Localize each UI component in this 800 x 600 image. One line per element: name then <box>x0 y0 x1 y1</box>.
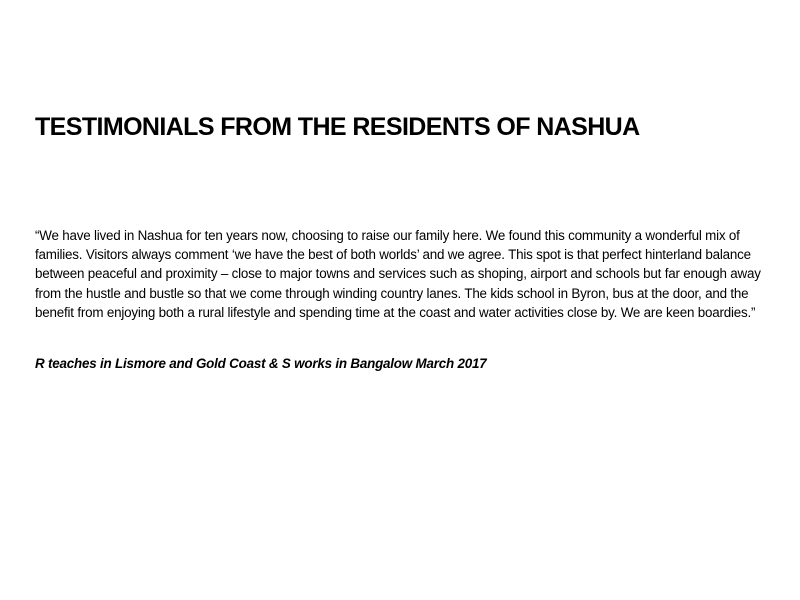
slide-title: TESTIMONIALS FROM THE RESIDENTS OF NASHUA <box>35 113 640 141</box>
testimonial-quote: “We have lived in Nashua for ten years now, choosing to raise our family here. We found this community a wonderful mix of families. Visitors always comment ‘we have the best of both worlds’ and we agree. This spot is that perfect hinterland balance between peaceful and proximity – close to major towns and services such as shoping, airport and schools but far enough away from the hustle and bustle so that we come through winding country lanes. The kids school in Byron, bus at the door, and the benefit from enjoying both a rural lifestyle and spending time at the coast and water activities close by. We are keen boardies.” <box>35 228 761 320</box>
testimonial-attribution: R teaches in Lismore and Gold Coast & S works in Bangalow March 2017 <box>35 356 487 371</box>
